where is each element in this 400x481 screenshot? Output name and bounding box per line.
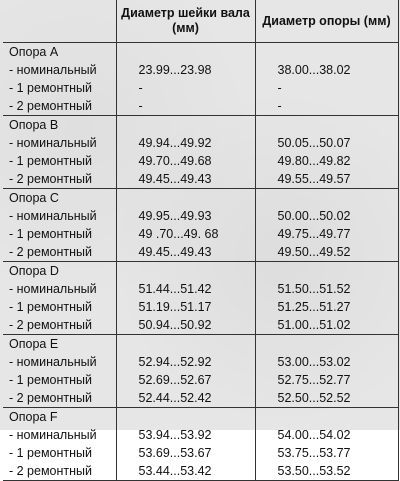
table-row xyxy=(3,170,398,189)
neck-diameter-value: 50.94...50.92 xyxy=(116,316,255,335)
row-label: - 2 ремонтный xyxy=(3,243,116,262)
table-header xyxy=(3,0,398,43)
group-title: Опора F xyxy=(3,408,116,427)
support-diameter-value: - xyxy=(255,97,398,116)
table-row xyxy=(3,353,398,371)
group-neck-empty xyxy=(116,116,255,135)
row-label: - 2 ремонтный xyxy=(3,389,116,408)
row-label: - номинальный xyxy=(3,353,116,371)
group-title: Опора D xyxy=(3,262,116,281)
neck-diameter-value: 52.44...52.42 xyxy=(116,389,255,408)
bearing-diameter-table xyxy=(3,0,399,481)
row-label: - номинальный xyxy=(3,134,116,152)
group-row xyxy=(3,408,398,427)
header-support-diameter: Диаметр опоры (мм) xyxy=(255,0,398,43)
support-diameter-value: 52.75...52.77 xyxy=(255,371,398,389)
neck-diameter-value: 51.44...51.42 xyxy=(116,280,255,298)
group-neck-empty xyxy=(116,189,255,208)
group-title: Опора A xyxy=(3,43,116,62)
support-diameter-value: 53.50...53.52 xyxy=(255,462,398,481)
group-row xyxy=(3,335,398,354)
neck-diameter-value: 53.94...53.92 xyxy=(116,426,255,444)
support-diameter-value: 52.50...52.52 xyxy=(255,389,398,408)
group-support-empty xyxy=(255,408,398,427)
neck-diameter-value: 53.44...53.42 xyxy=(116,462,255,481)
neck-diameter-value: 49.45...49.43 xyxy=(116,243,255,262)
group-neck-empty xyxy=(116,262,255,281)
support-diameter-value: 49.50...49.52 xyxy=(255,243,398,262)
group-support-empty xyxy=(255,262,398,281)
group-support-empty xyxy=(255,116,398,135)
group-support-empty xyxy=(255,43,398,62)
row-label: - 1 ремонтный xyxy=(3,371,116,389)
row-label: - 2 ремонтный xyxy=(3,170,116,189)
row-label: - 1 ремонтный xyxy=(3,444,116,462)
neck-diameter-value: - xyxy=(116,97,255,116)
table-row xyxy=(3,134,398,152)
support-diameter-value: 50.00...50.02 xyxy=(255,207,398,225)
group-row xyxy=(3,262,398,281)
support-diameter-value: 49.55...49.57 xyxy=(255,170,398,189)
table-row xyxy=(3,280,398,298)
table-row xyxy=(3,462,398,481)
neck-diameter-value: 23.99...23.98 xyxy=(116,61,255,79)
row-label: - 2 ремонтный xyxy=(3,462,116,481)
table-row xyxy=(3,61,398,79)
table-row xyxy=(3,426,398,444)
row-label: - 1 ремонтный xyxy=(3,79,116,97)
neck-diameter-value: 49.94...49.92 xyxy=(116,134,255,152)
support-diameter-value: 50.05...50.07 xyxy=(255,134,398,152)
group-neck-empty xyxy=(116,335,255,354)
group-neck-empty xyxy=(116,43,255,62)
neck-diameter-value: 52.94...52.92 xyxy=(116,353,255,371)
support-diameter-value: 49.75...49.77 xyxy=(255,225,398,243)
table-body xyxy=(3,43,398,481)
row-label: - номинальный xyxy=(3,207,116,225)
table-row xyxy=(3,371,398,389)
neck-diameter-value: 51.19...51.17 xyxy=(116,298,255,316)
support-diameter-value: 54.00...54.02 xyxy=(255,426,398,444)
group-support-empty xyxy=(255,189,398,208)
neck-diameter-value: 53.69...53.67 xyxy=(116,444,255,462)
table-row xyxy=(3,316,398,335)
table-row xyxy=(3,243,398,262)
table-row xyxy=(3,152,398,170)
group-title: Опора C xyxy=(3,189,116,208)
group-support-empty xyxy=(255,335,398,354)
row-label: - номинальный xyxy=(3,61,116,79)
group-row xyxy=(3,43,398,62)
neck-diameter-value: 49.95...49.93 xyxy=(116,207,255,225)
support-diameter-value: 51.50...51.52 xyxy=(255,280,398,298)
group-neck-empty xyxy=(116,408,255,427)
table-row xyxy=(3,298,398,316)
neck-diameter-value: 49 .70...49. 68 xyxy=(116,225,255,243)
table-row xyxy=(3,207,398,225)
group-row xyxy=(3,189,398,208)
neck-diameter-value: 49.45...49.43 xyxy=(116,170,255,189)
support-diameter-value: 38.00...38.02 xyxy=(255,61,398,79)
row-label: - номинальный xyxy=(3,426,116,444)
table-row xyxy=(3,225,398,243)
neck-diameter-value: 52.69...52.67 xyxy=(116,371,255,389)
header-label-column xyxy=(3,0,116,43)
table-row xyxy=(3,444,398,462)
support-diameter-value: 51.00...51.02 xyxy=(255,316,398,335)
table-row xyxy=(3,79,398,97)
row-label: - 1 ремонтный xyxy=(3,225,116,243)
header-neck-diameter: Диаметр шейки вала (мм) xyxy=(116,0,255,43)
support-diameter-value: - xyxy=(255,79,398,97)
support-diameter-value: 53.75...53.77 xyxy=(255,444,398,462)
row-label: - 2 ремонтный xyxy=(3,316,116,335)
group-title: Опора B xyxy=(3,116,116,135)
row-label: - 1 ремонтный xyxy=(3,298,116,316)
table-row xyxy=(3,389,398,408)
neck-diameter-value: - xyxy=(116,79,255,97)
support-diameter-value: 53.00...53.02 xyxy=(255,353,398,371)
group-title: Опора E xyxy=(3,335,116,354)
support-diameter-value: 49.80...49.82 xyxy=(255,152,398,170)
row-label: - 2 ремонтный xyxy=(3,97,116,116)
support-diameter-value: 51.25...51.27 xyxy=(255,298,398,316)
table-row xyxy=(3,97,398,116)
row-label: - 1 ремонтный xyxy=(3,152,116,170)
row-label: - номинальный xyxy=(3,280,116,298)
neck-diameter-value: 49.70...49.68 xyxy=(116,152,255,170)
group-row xyxy=(3,116,398,135)
